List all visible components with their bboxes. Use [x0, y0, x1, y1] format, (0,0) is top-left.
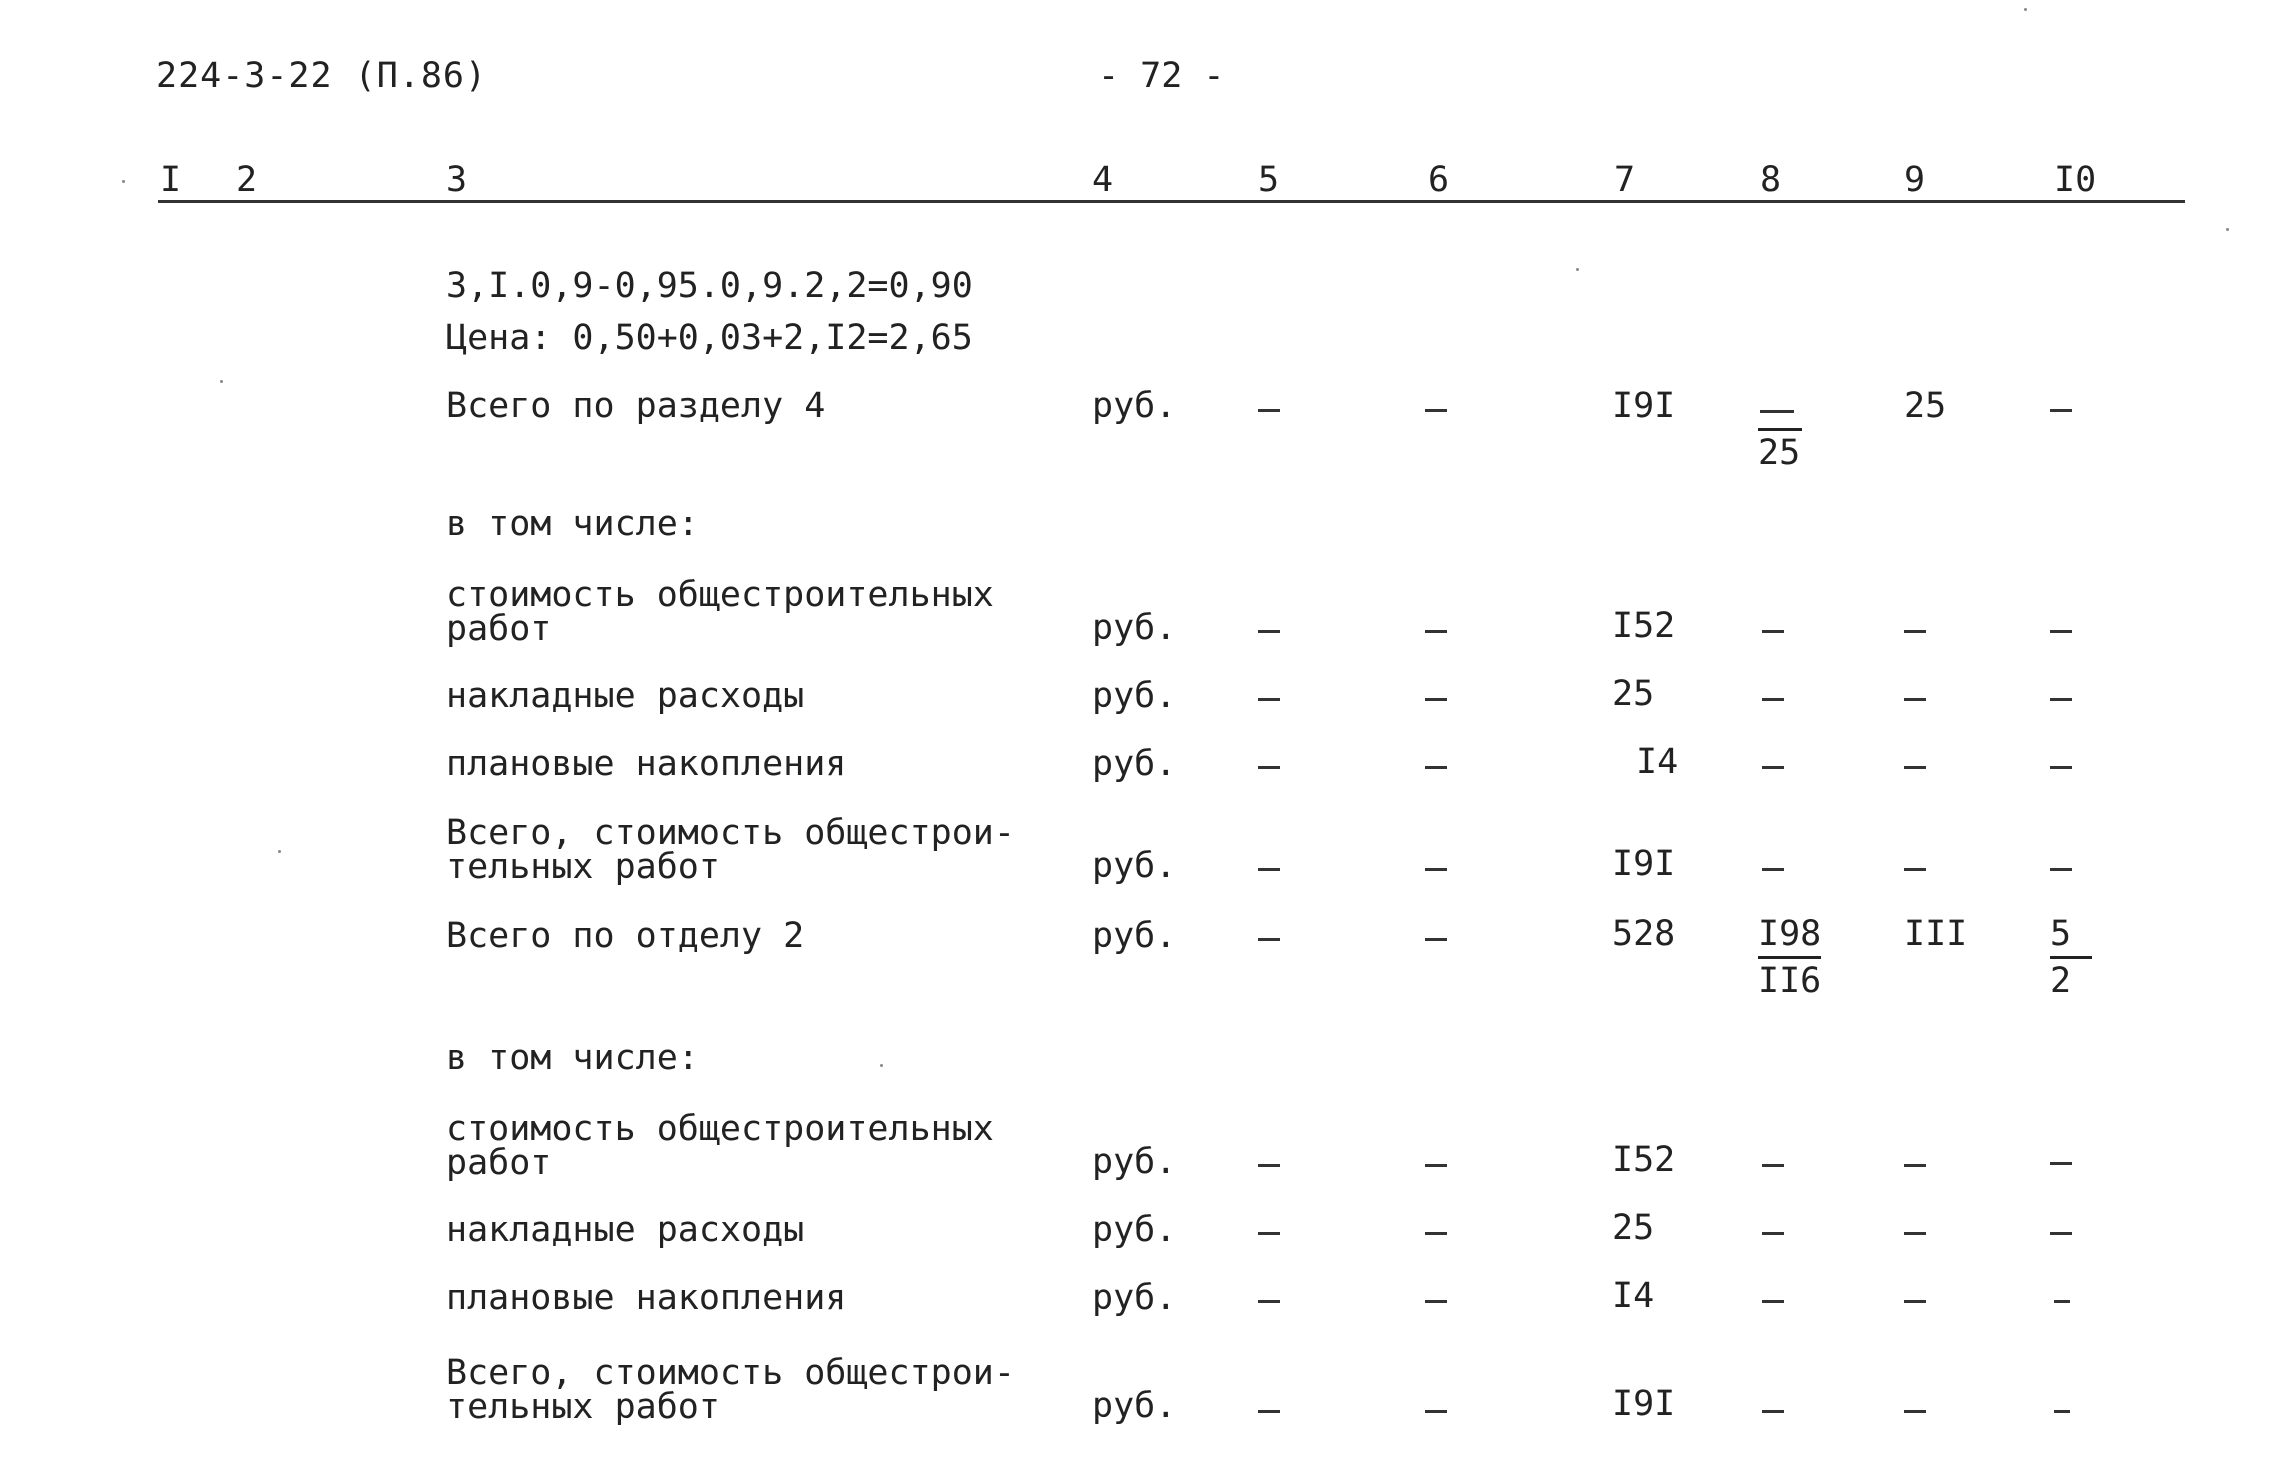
empty-cell-dash [1258, 938, 1280, 941]
empty-cell-dash [1258, 1232, 1280, 1235]
scan-speck [880, 1064, 883, 1067]
empty-cell-dash [1258, 409, 1280, 412]
column-number-4: 4 [1092, 160, 1114, 200]
empty-cell-dash [2050, 409, 2072, 412]
value-col7: 25 [1612, 674, 1655, 714]
unit-label: руб. [1092, 1386, 1177, 1426]
value-col7: 528 [1612, 914, 1676, 954]
row-label-line2: работ [446, 1143, 552, 1183]
row-label: Всего по разделу 4 [446, 386, 826, 426]
empty-cell-dash [2050, 1232, 2072, 1235]
value-col8-fraction [1758, 916, 1821, 999]
empty-cell-dash [2050, 630, 2072, 633]
fraction-top-dash [1760, 410, 1794, 413]
column-number-10: I0 [2054, 160, 2097, 200]
empty-cell-dash [1425, 1410, 1447, 1413]
value-col7: 25 [1612, 1208, 1655, 1248]
scan-speck [122, 180, 125, 183]
unit-label: руб. [1092, 1142, 1177, 1182]
value-col7: I9I [1612, 844, 1676, 884]
empty-cell-dash [1762, 1410, 1784, 1413]
unit-label: руб. [1092, 608, 1177, 648]
formula-line-1: 3,I.0,9-0,95.0,9.2,2=0,90 [446, 266, 973, 306]
empty-cell-dash [1762, 1300, 1784, 1303]
empty-cell-dash [1762, 766, 1784, 769]
unit-label: руб. [1092, 744, 1177, 784]
row-label: накладные расходы [446, 1210, 805, 1250]
value-col7: I4 [1636, 742, 1679, 782]
column-number-3: 3 [446, 160, 468, 200]
value-col7: I52 [1612, 606, 1676, 646]
row-label: плановые накопления [446, 744, 847, 784]
column-number-6: 6 [1428, 160, 1450, 200]
column-number-1: I [160, 160, 182, 200]
row-label-line1: Всего, стоимость общестрои- [446, 813, 1015, 853]
empty-cell-dash [1425, 698, 1447, 701]
fraction-bottom: II6 [1758, 961, 1822, 1001]
empty-cell-dash [1258, 766, 1280, 769]
empty-cell-dash [2054, 1410, 2070, 1413]
empty-cell-dash [2050, 698, 2072, 701]
empty-cell-dash [1762, 1164, 1784, 1167]
empty-cell-dash [1904, 1232, 1926, 1235]
empty-cell-dash [2050, 766, 2072, 769]
page-number: - 72 - [1098, 56, 1225, 96]
empty-cell-dash [1258, 868, 1280, 871]
row-label-line2: тельных работ [446, 1387, 720, 1427]
value-col10-fraction [2050, 916, 2092, 999]
subheading-in-that: в том числе: [446, 504, 699, 544]
formula-line-2: Цена: 0,50+0,03+2,I2=2,65 [446, 318, 973, 358]
value-col9: 25 [1904, 386, 1947, 426]
empty-cell-dash [1904, 1164, 1926, 1167]
empty-cell-dash [1425, 938, 1447, 941]
unit-label: руб. [1092, 676, 1177, 716]
empty-cell-dash [1904, 1410, 1926, 1413]
row-label-line1: Всего, стоимость общестрои- [446, 1353, 1015, 1393]
unit-label: руб. [1092, 846, 1177, 886]
empty-cell-dash [1425, 409, 1447, 412]
column-number-9: 9 [1904, 160, 1926, 200]
fraction-top: 5 [2050, 916, 2092, 959]
empty-cell-dash [2050, 1162, 2072, 1165]
empty-cell-dash [1904, 868, 1926, 871]
unit-label: руб. [1092, 386, 1177, 426]
subheading-in-that: в том числе: [446, 1038, 699, 1078]
value-col7: I4 [1612, 1276, 1655, 1316]
empty-cell-dash [2054, 1300, 2070, 1303]
row-label-line2: тельных работ [446, 847, 720, 887]
unit-label: руб. [1092, 916, 1177, 956]
empty-cell-dash [1425, 1164, 1447, 1167]
empty-cell-dash [1258, 698, 1280, 701]
column-header-rule [158, 200, 2185, 203]
empty-cell-dash [1258, 1300, 1280, 1303]
empty-cell-dash [1258, 1164, 1280, 1167]
column-number-8: 8 [1760, 160, 1782, 200]
empty-cell-dash [1904, 766, 1926, 769]
row-label: Всего по отделу 2 [446, 916, 805, 956]
empty-cell-dash [1425, 1232, 1447, 1235]
row-label-line1: стоимость общестроительных [446, 1109, 994, 1149]
empty-cell-dash [1258, 1410, 1280, 1413]
scan-speck [220, 380, 223, 383]
scan-speck [2024, 8, 2027, 11]
empty-cell-dash [1904, 630, 1926, 633]
fraction-top: I98 [1758, 916, 1821, 959]
scan-speck [1576, 268, 1579, 271]
unit-label: руб. [1092, 1210, 1177, 1250]
row-label: плановые накопления [446, 1278, 847, 1318]
column-number-2: 2 [236, 160, 258, 200]
empty-cell-dash [1904, 698, 1926, 701]
empty-cell-dash [1425, 868, 1447, 871]
row-label: накладные расходы [446, 676, 805, 716]
empty-cell-dash [1425, 766, 1447, 769]
row-label-line2: работ [446, 609, 552, 649]
empty-cell-dash [1258, 630, 1280, 633]
value-col9: III [1904, 914, 1968, 954]
empty-cell-dash [1425, 1300, 1447, 1303]
empty-cell-dash [1762, 1232, 1784, 1235]
empty-cell-dash [1762, 698, 1784, 701]
value-col7: I52 [1612, 1140, 1676, 1180]
value-col8-fraction [1758, 388, 1802, 471]
empty-cell-dash [1762, 630, 1784, 633]
column-number-7: 7 [1614, 160, 1636, 200]
value-col7: I9I [1612, 1384, 1676, 1424]
empty-cell-dash [2050, 868, 2072, 871]
column-number-5: 5 [1258, 160, 1280, 200]
document-code: 224-3-22 (П.86) [156, 56, 488, 96]
fraction-bottom: 2 [2050, 961, 2072, 1001]
empty-cell-dash [1762, 868, 1784, 871]
fraction-bottom: 25 [1758, 433, 1801, 473]
scan-speck [278, 850, 281, 853]
empty-cell-dash [1904, 1300, 1926, 1303]
value-col7: I9I [1612, 386, 1676, 426]
empty-cell-dash [1425, 630, 1447, 633]
scan-speck [2226, 228, 2229, 231]
row-label-line1: стоимость общестроительных [446, 575, 994, 615]
unit-label: руб. [1092, 1278, 1177, 1318]
